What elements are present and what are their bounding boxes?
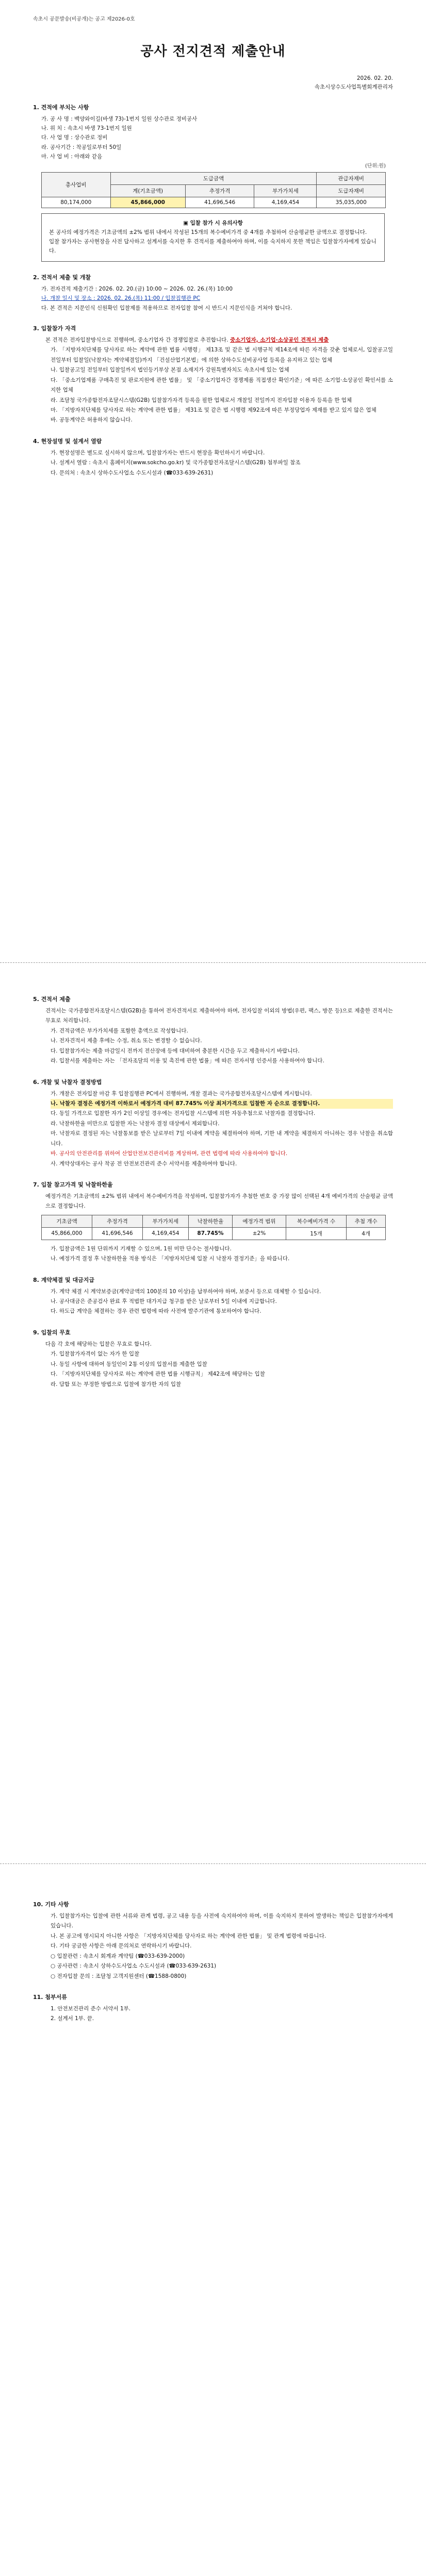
td-ref: 87.745% [188, 1227, 232, 1240]
reference-price-table [41, 1215, 386, 1240]
s9-item: 라. 담합 또는 부정한 방법으로 입찰에 참가한 자의 입찰 [51, 1381, 182, 1387]
notice-page-2 [0, 963, 426, 1410]
section-7-heading: 7. 입찰 참고가격 및 낙찰하한율 [33, 1181, 113, 1188]
attachment-item: 2. 설계서 1부. 끝. [51, 2015, 94, 2022]
page-spacer [0, 2045, 426, 2576]
s5-item: 가. 견적금액은 부가가치세를 포함한 총액으로 작성합니다. [51, 1027, 188, 1034]
s9-item: 가. 입찰참가자격이 없는 자가 한 입찰 [51, 1351, 140, 1358]
s7-lead: 예정가격은 기초금액의 ±2% 범위 내에서 복수예비가격을 작성하며, 입찰참가자가 추첨한 번호 중 가장 많이 선택된 4개 예비가격의 산술평균 금액으로 결정합니다. [45, 1193, 393, 1210]
td-material: 35,035,000 [317, 197, 386, 208]
s3-highlight: 중소기업자, 소기업·소상공인 견적서 제출 [230, 336, 329, 343]
th-ref: 추정가격 [92, 1215, 142, 1227]
th-material: 도급자재비 [317, 185, 386, 197]
th-ref: 부가가치세 [142, 1215, 188, 1227]
s8-item: 다. 하도급 계약을 체결하는 경우 관련 법령에 따라 사전에 발주기관에 통보하여야 합니다. [51, 1308, 261, 1315]
s6-item: 마. 낙찰자로 결정된 자는 낙찰통보를 받은 날로부터 7일 이내에 계약을 체결하여야 하며, 기한 내 계약을 체결하지 아니하는 경우 낙찰을 취소합니다. [51, 1130, 393, 1147]
contact-line: ○ 입찰관련 : 속초시 회계과 계약팀 (☎033-639-2000) [51, 1953, 185, 1959]
td-ref: 4개 [347, 1227, 386, 1240]
contact-line: ○ 전자입찰 문의 : 조달청 고객지원센터 (☎1588-0800) [51, 1973, 187, 1979]
th-ref: 추첨 개수 [347, 1215, 386, 1227]
td-ref: 4,169,454 [142, 1227, 188, 1240]
s3-item: 바. 공동계약은 허용하지 않습니다. [51, 417, 133, 423]
attachment-item: 1. 안전보건관리 준수 서약서 1부. [51, 2005, 131, 2012]
section-3-heading: 3. 입찰참가 자격 [33, 325, 76, 332]
s3-lead [45, 335, 393, 345]
s1-item: 나. 위 치 : 속초시 바생 73-1번지 일원 [41, 125, 132, 131]
section-4-heading: 4. 현장설명 및 설계서 열람 [33, 437, 102, 445]
issue-date: 2026. 02. 20. [356, 75, 393, 81]
section-2-heading: 2. 견적서 제출 및 개찰 [33, 274, 91, 281]
s5-item: 다. 입찰참가자는 제출 마감일시 전까지 전산장애 등에 대비하여 충분한 시간을 두고 제출하시기 바랍니다. [51, 1047, 300, 1054]
notice-box [41, 213, 385, 261]
s4-item: 가. 현장설명은 별도로 실시하지 않으며, 입찰참가자는 반드시 현장을 확인하시기 바랍니다. [51, 449, 265, 456]
unit-label: (단위:원) [365, 163, 386, 170]
s4-item: 다. 문의처 : 속초시 상하수도사업소 수도시설과 (☎033-639-2631) [51, 469, 214, 476]
th-group-material: 관급자재비 [317, 173, 386, 185]
contact-line: ○ 공사관련 : 속초시 상하수도사업소 수도시설과 (☎033-639-2631) [51, 1963, 217, 1970]
s1-item: 다. 사 업 명 : 상수관로 정비 [41, 134, 108, 141]
s9-lead: 다음 각 호에 해당하는 입찰은 무효로 합니다. [45, 1341, 152, 1347]
s2-item: 다. 본 견적은 지문인식 신원확인 입찰제를 적용하므로 전자입찰 참여 시 반드시 지문인식을 거쳐야 합니다. [41, 304, 292, 311]
th-ref: 예정가격 범위 [233, 1215, 286, 1227]
th-group-contract: 도급금액 [110, 173, 317, 185]
s1-item: 가. 공 사 명 : 백양와이길(바생 73)-1번지 일원 상수관로 정비공사 [41, 115, 198, 122]
s8-item: 나. 공사대금은 준공검사 완료 후 적법한 대가지급 청구를 받은 날로부터 5일 이내에 지급합니다. [51, 1298, 277, 1305]
page-spacer [0, 499, 426, 962]
s3-item: 다. 「중소기업제품 구매촉진 및 판로지원에 관한 법률」 및 「중소기업자간 경쟁제품 직접생산 확인기준」에 따른 소기업·소상공인 확인서를 소지한 업체 [51, 377, 393, 394]
td-ref: 15개 [286, 1227, 347, 1240]
s3-lead-text: 본 견적은 전자입찰방식으로 진행하며, 중소기업자 간 경쟁입찰로 추진합니다. [45, 336, 228, 343]
document-title: 공사 전지견적 제출안내 [140, 44, 286, 59]
notice-box-line: 입찰 참가자는 공사현장을 사전 답사하고 설계서를 숙지한 후 견적서를 제출하여야 하며, 이를 숙지하지 못한 책임은 입찰참가자에게 있습니다. [49, 239, 376, 254]
s10-item: 나. 본 공고에 명시되지 아니한 사항은 「지방자치단체를 당사자로 하는 계약에 관한 법률」 및 관계 법령에 따릅니다. [51, 1933, 326, 1939]
s6-item: 나. 낙찰자 결정은 예정가격 이하로서 예정가격 대비 87.745% 이상 최저가격으로 입찰한 자 순으로 결정합니다. [51, 1099, 393, 1109]
s6-item: 사. 계약상대자는 공사 착공 전 안전보건관리 준수 서약서를 제출하여야 합니다. [51, 1160, 237, 1167]
td-ref: 41,696,546 [92, 1227, 142, 1240]
s6-item: 바. 공사의 안전관리를 위하여 산업안전보건관리비를 계상하며, 관련 법령에 따라 사용하여야 합니다. [51, 1150, 288, 1157]
s1-item: 마. 사 업 비 : 아래와 같음 [41, 154, 103, 160]
th-ref: 복수예비가격 수 [286, 1215, 347, 1227]
s7-item: 나. 예정가격 결정 후 낙찰하한율 적용 방식은 「지방자치단체 입찰 시 낙찰자 결정기준」을 따릅니다. [51, 1256, 290, 1262]
s1-item: 라. 공사기간 : 착공일로부터 50일 [41, 144, 122, 150]
s5-item: 라. 입찰서를 제출하는 자는 「전자조달의 이용 및 촉진에 관한 법률」에 따른 전자서명 인증서를 사용하여야 합니다. [51, 1058, 324, 1064]
issuer: 속초시상수도사업특별회계관리자 [314, 83, 393, 90]
s6-item: 다. 동일 가격으로 입찰한 자가 2인 이상일 경우에는 전자입찰 시스템에 의한 자동추첨으로 낙찰자를 결정합니다. [51, 1110, 316, 1117]
s8-item: 가. 계약 체결 시 계약보증금(계약금액의 100분의 10 이상)을 납부하여야 하며, 보증서 등으로 대체할 수 있습니다. [51, 1288, 321, 1295]
header-note: 속초시 공문발송(비공개)는 공고 제2026-0호 [33, 16, 135, 22]
section-8-heading: 8. 계약체결 및 대금지급 [33, 1276, 94, 1283]
notice-page-1 [0, 0, 426, 499]
s3-item: 가. 「지방자치단체를 당사자로 하는 계약에 관한 법률 시행령」 제13조 및 같은 법 시행규칙 제14조에 따른 자격을 갖춘 업체로서, 입찰공고일 전일부터 입찰일(낙찰자는 계약체결일)까지 「건설산업기본법」에 의한 상하수도설비공사업 등록을 유지하고 있는 업체 [51, 347, 393, 363]
s7-item: 가. 입찰금액은 1원 단위까지 기재할 수 있으며, 1원 미만 단수는 절사합니다. [51, 1245, 232, 1252]
s2-item: 나. 개찰 일시 및 장소 : 2026. 02. 26.(목) 11:00 / 입찰집행관 PC [41, 295, 201, 302]
s9-item: 다. 「지방자치단체를 당사자로 하는 계약에 관한 법률 시행규칙」 제42조에 해당하는 입찰 [51, 1371, 265, 1378]
page-spacer [0, 1410, 426, 1863]
section-10-heading: 10. 기타 사항 [33, 1901, 69, 1908]
s6-item: 가. 개찰은 전자입찰 마감 후 입찰집행관 PC에서 진행하며, 개찰 결과는 국가종합전자조달시스템에 게시합니다. [51, 1090, 312, 1097]
section-5-heading: 5. 견적서 제출 [33, 996, 71, 1003]
s6-item: 라. 낙찰하한율 미만으로 입찰한 자는 낙찰자 결정 대상에서 제외합니다. [51, 1120, 220, 1127]
section-6-heading: 6. 개찰 및 낙찰자 결정방법 [33, 1078, 102, 1086]
s10-item: 다. 기타 궁금한 사항은 아래 문의처로 연락하시기 바랍니다. [51, 1943, 192, 1950]
s5-lead: 견적서는 국가종합전자조달시스템(G2B)을 통하여 전자견적서로 제출하여야 하며, 전자입찰 이외의 방법(우편, 팩스, 방문 등)으로 제출한 견적서는 무효로 처리합니다. [45, 1008, 393, 1024]
th-est: 추정가격 [185, 185, 254, 197]
notice-page-3 [0, 1864, 426, 2045]
th-base: 계(기초금액) [110, 185, 185, 197]
notice-box-title: ▣ 입찰 참가 시 유의사항 [183, 220, 243, 227]
s3-item: 라. 조달청 국가종합전자조달시스템(G2B) 입찰참가자격 등록을 필한 업체로서 개찰일 전일까지 전자입찰 이용자 등록을 한 업체 [51, 397, 352, 403]
s5-item: 나. 전자견적서 제출 후에는 수정, 취소 또는 변경할 수 없습니다. [51, 1038, 202, 1044]
td-total: 80,174,000 [42, 197, 111, 208]
td-base: 45,866,000 [110, 197, 185, 208]
notice-box-line: 본 공사의 예정가격은 기초금액의 ±2% 범위 내에서 작성된 15개의 복수예비가격 중 4개를 추첨하여 산술평균한 금액으로 결정합니다. [49, 229, 367, 236]
s3-item: 나. 입찰공고일 전일부터 입찰일까지 법인등기부상 본점 소재지가 강원특별자치도 속초시에 있는 업체 [51, 367, 289, 374]
s3-item: 마. 「지방자치단체를 당사자로 하는 계약에 관한 법률」 제31조 및 같은 법 시행령 제92조에 따른 부정당업자 제재를 받고 있지 않은 업체 [51, 406, 376, 413]
section-9-heading: 9. 입찰의 무효 [33, 1329, 71, 1336]
s10-item: 가. 입찰참가자는 입찰에 관한 서류와 관계 법령, 공고 내용 등을 사전에 숙지하여야 하며, 이를 숙지하지 못하여 발생하는 책임은 입찰참가자에게 있습니다. [51, 1913, 393, 1929]
s9-item: 나. 동일 사항에 대하여 동일인이 2통 이상의 입찰서를 제출한 입찰 [51, 1361, 207, 1367]
th-ref: 낙찰하한율 [188, 1215, 232, 1227]
td-vat: 4,169,454 [254, 197, 317, 208]
td-ref: ±2% [233, 1227, 286, 1240]
s4-item: 나. 설계서 열람 : 속초시 홈페이지(www.sokcho.go.kr) 및 국가종합전자조달시스템(G2B) 첨부파일 참조 [51, 460, 301, 466]
td-est: 41,696,546 [185, 197, 254, 208]
section-11-heading: 11. 첨부서류 [33, 1993, 67, 2001]
budget-table [41, 172, 386, 208]
th-ref: 기초금액 [42, 1215, 92, 1227]
th-vat: 부가가치세 [254, 185, 317, 197]
section-1-heading: 1. 견적에 부치는 사항 [33, 104, 89, 111]
td-ref: 45,866,000 [42, 1227, 92, 1240]
th-total: 총사업비 [42, 173, 111, 197]
s2-item: 가. 전자견적 제출기간 : 2026. 02. 20.(금) 10:00 ~ 2026. 02. 26.(목) 10:00 [41, 285, 233, 292]
